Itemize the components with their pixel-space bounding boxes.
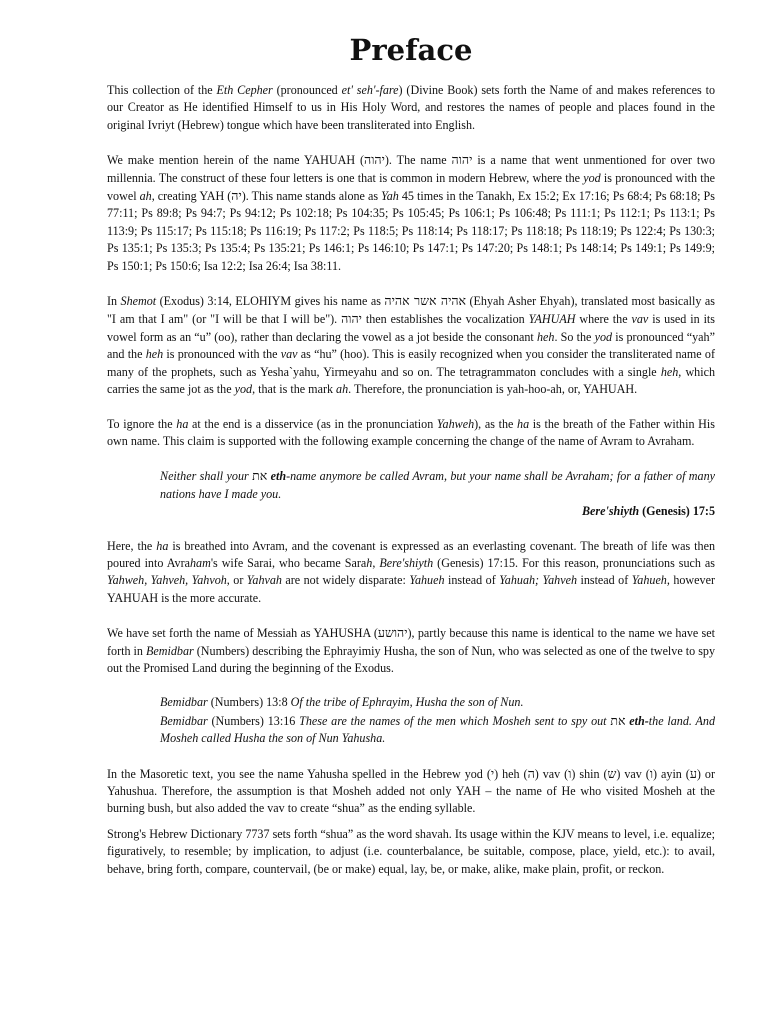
text: , creating YAH (	[151, 189, 232, 204]
term: h	[366, 555, 373, 570]
text: (pronounced	[272, 83, 342, 97]
strongs-paragraph: Strong's Hebrew Dictionary 7737 sets forth “shua” as the word shavah. Its usage within the KJV means to level, i.e. equalize; figuratively, to resemble; by implication, to adjust (i.e. counterbalance, be suitable, compose, place, yield, etc.): to avail, behave, bring forth, compare, countervail, (be or make) equal, lay, be, or make, alike, make plain, profit, or reckon.	[107, 826, 715, 876]
text: These are the names of the men which Mosheh sent to spy out	[299, 713, 611, 728]
text: (Exodus) 3:14, ELOHIYM gives his name as	[156, 294, 385, 309]
yahuah-paragraph	[107, 151, 715, 275]
text: We have set forth the name of Messiah as YAHUSHA (	[107, 626, 378, 641]
term: Yahueh	[409, 573, 445, 588]
book-name: Bemidbar	[160, 713, 208, 728]
numbers-quote-2	[160, 712, 715, 748]
term: yod	[583, 170, 601, 185]
text: ,	[372, 555, 380, 570]
text: (Genesis) 17:15. For this reason, pronunciations such as	[433, 555, 715, 570]
text: instead of	[444, 573, 500, 588]
text: which carries the same jot as the	[107, 364, 715, 397]
text: ), partly because this name is identical to the name we have set forth in	[107, 626, 715, 658]
genesis-citation	[107, 503, 715, 520]
text: then establishes the vocalization	[361, 312, 529, 327]
text: is breathed into Avram, and the covenant is expressed as an everlasting covenant. The breath of life was then poured into Avra	[107, 538, 715, 570]
text: is pronounced with the	[163, 347, 281, 362]
text: ) or Yahushua. Therefore, the assumption is that Mosheh added not only YAH – the name of He who visited Mosheh at the burning bush, but also added the vav to create “shua” as the ending syllable.	[107, 766, 715, 816]
term: ha	[517, 416, 530, 431]
text: , that is the mark	[252, 382, 337, 397]
hebrew-text: יה	[231, 188, 242, 204]
text: . So the	[554, 329, 595, 344]
term: heh	[536, 329, 555, 344]
book-name: Eth Cepher	[216, 83, 273, 97]
term: yod	[234, 382, 253, 397]
page-title: Preface	[349, 33, 473, 67]
text: Of the tribe of Ephrayim, Husha the son of Nun.	[290, 695, 524, 710]
text: is used in its vowel form as an “u” (oo), rather than declaring the vowel as a jot beside the consonant	[107, 312, 715, 344]
text: are not widely disparate:	[281, 573, 410, 588]
hebrew-letter: י	[490, 765, 495, 781]
reference: (Genesis) 17:5	[639, 504, 715, 519]
hebrew-text: אהיה אשר אהיה	[384, 293, 467, 309]
hebrew-text: יהוה	[341, 311, 362, 327]
text: ) vav (	[616, 766, 650, 781]
term: ha	[176, 416, 189, 431]
shemot-paragraph	[107, 292, 715, 398]
reference: (Numbers) 13:8	[207, 695, 291, 710]
text: however YAHUAH is the more accurate.	[107, 573, 715, 605]
term: yod	[594, 329, 613, 344]
term: YAHUAH	[528, 312, 576, 327]
hebrew-letter: ש	[607, 765, 617, 781]
text: at the end is a disservice (as in the pronunciation	[188, 416, 437, 431]
yahusha-paragraph	[107, 624, 715, 677]
text: ). The name	[384, 153, 452, 168]
preface-page	[107, 28, 715, 878]
term: Yah	[381, 189, 399, 204]
breath-paragraph	[107, 538, 715, 608]
text: Here, the	[107, 538, 157, 553]
term: ah	[139, 189, 152, 204]
hebrew-text: את	[610, 712, 626, 728]
text: is pronounced with the vowel	[107, 170, 715, 204]
term: ham	[190, 555, 211, 570]
term: vav	[631, 312, 649, 327]
term: Yahweh	[436, 416, 475, 431]
text: as “hu” (hoo). This is easily recognized when you consider the transliterated name of many of the prophets, such as Yesha`yahu, Yirmeyahu and so on. The tetragrammaton concludes with a single	[107, 347, 715, 379]
text: We make mention herein of the name YAHUAH (	[107, 153, 365, 168]
hebrew-text: את	[252, 468, 268, 484]
text: ) vav (	[534, 766, 569, 781]
text: , or	[226, 573, 247, 588]
text: the land. And Mosheh called Husha the son of Nun Yahusha.	[160, 713, 716, 746]
pronunciation: et' seh'-fare	[341, 83, 399, 97]
term: Shemot	[120, 294, 157, 309]
text: is pronounced “yah” and the	[107, 329, 715, 362]
text: This collection of the	[107, 83, 217, 97]
text: instead of	[577, 573, 632, 588]
term: Yahueh,	[631, 573, 670, 588]
term: Yahweh, Yahveh, Yahvoh	[107, 573, 227, 588]
text: ) (Divine Book) sets forth the Name of and makes references to our Creator as He identified Himself to us in His Holy Word, and restores the names of people and places found in the original Ivriyt (Hebrew) tongue which have been transliterated into English.	[107, 83, 716, 132]
eth-word: eth	[267, 469, 287, 484]
ha-paragraph	[107, 416, 715, 451]
text: is a name that went unmentioned for over two millennia. The construct of these four letters is one that is common in modern Hebrew, where the	[107, 153, 715, 185]
term: ha	[156, 538, 169, 553]
term: heh,	[660, 364, 682, 379]
text: ), as the	[474, 416, 518, 431]
text: 45 times in the Tanakh, Ex 15:2; Ex 17:16; Ps 68:4; Ps 68:18; Ps 77:11; Ps 89:8; Ps 94:7; Ps 94:12; Ps 102:18; Ps 104:35; Ps 105:45; Ps 106:1; Ps 106:48; Ps 111:1; Ps 112:1; Ps 113:1; Ps 113:9; Ps 115:17; Ps 115:18; Ps 116:19; Ps 117:2; Ps 118:5; Ps 118:14; Ps 118:17; Ps 118:18; Ps 118:19; Ps 122:4; Ps 130:3; Ps 135:1; Ps 135:3; Ps 135:4; Ps 135:21; Ps 146:1; Ps 146:10; Ps 147:1; Ps 147:20; Ps 148:1; Ps 148:14; Ps 149:1; Ps 149:9; Ps 150:1; Ps 150:6; Isa 12:2; Isa 26:4; Isa 38:11.	[107, 189, 715, 273]
term: Yahvah	[246, 573, 282, 588]
hebrew-text: יהושע	[377, 625, 408, 641]
hebrew-letter: ע	[689, 765, 697, 781]
hebrew-letter: ה	[527, 765, 535, 781]
text: In	[107, 294, 121, 309]
hebrew-letter: ו	[649, 765, 654, 781]
text: (Ehyah Asher Ehyah), translated most basically as "I am that I am" (or "I will be that I will be").	[107, 294, 715, 327]
masoretic-paragraph	[107, 765, 715, 818]
eth-word: eth-	[625, 713, 649, 728]
text: ). This name stands alone as	[241, 189, 382, 204]
book-name: Bemidbar	[146, 643, 194, 658]
book-name: Bere'shiyth	[379, 555, 434, 570]
text: where the	[575, 312, 632, 327]
term: Yahuah; Yahveh	[499, 573, 578, 588]
book-name: Bemidbar	[160, 695, 208, 710]
text: -name anymore be called Avram, but your name shall be Avraham; for a father of many nations have I made you.	[160, 469, 715, 501]
text: is the breath of the Father within His own name. This claim is supported with the following example concerning the change of the name of Avram to Avraham.	[107, 416, 715, 448]
text: ) shin (	[571, 766, 608, 781]
hebrew-letter: ו	[568, 765, 572, 781]
genesis-quote	[160, 467, 715, 503]
book-name: Bere'shiyth	[581, 504, 640, 519]
numbers-quote-1	[160, 694, 715, 711]
text: Neither shall your	[160, 469, 253, 484]
text: (Numbers) describing the Ephrayimiy Husha, the son of Nun, who was selected as one of the twelve to spy out the Promised Land during the beginning of the Exodus.	[107, 643, 716, 675]
text: In the Masoretic text, you see the name Yahusha spelled in the Hebrew yod (	[107, 766, 491, 781]
text: ) ayin (	[653, 766, 690, 781]
text: ) heh (	[494, 766, 528, 781]
reference: (Numbers) 13:16	[207, 713, 300, 728]
hebrew-text: יהוה	[451, 152, 473, 168]
text: To ignore the	[107, 416, 177, 431]
text: 's wife Sarai, who became Sara	[210, 555, 367, 570]
hebrew-text: יהוה	[364, 152, 385, 168]
term: vav	[280, 347, 298, 362]
term: ah	[336, 382, 349, 397]
term: heh	[145, 347, 164, 362]
text: . Therefore, the pronunciation is yah-hoo-ah, or, YAHUAH.	[348, 382, 638, 397]
intro-paragraph	[107, 82, 715, 134]
